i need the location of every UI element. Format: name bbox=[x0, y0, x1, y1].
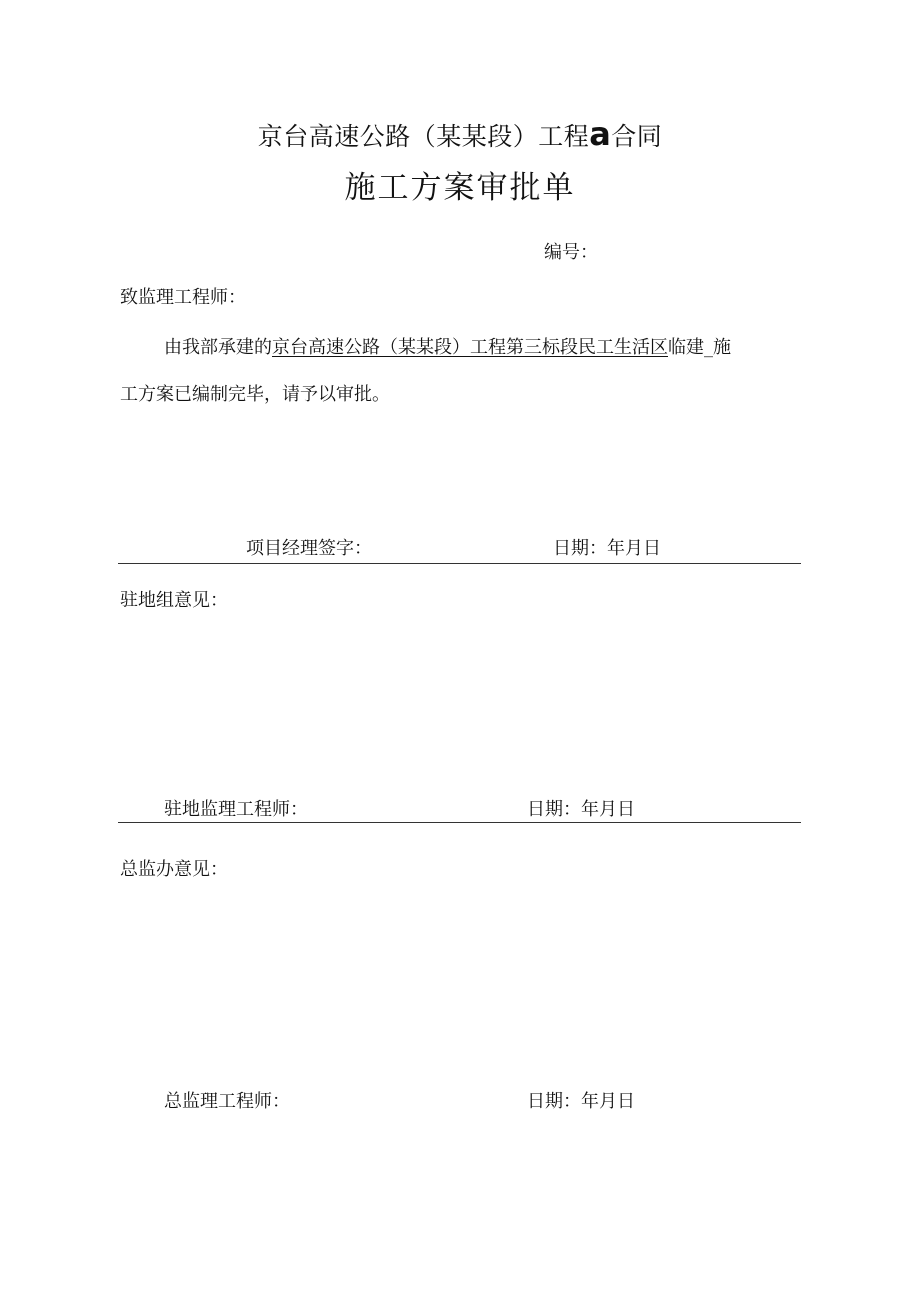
resident-date-label: 日期：年月日 bbox=[527, 799, 635, 820]
document-subtitle: 施工方案审批单 bbox=[344, 170, 576, 206]
project-manager-signature-label: 项目经理签字： bbox=[246, 538, 372, 559]
chief-opinion-label: 总监办意见： bbox=[120, 859, 228, 880]
body-line-1 bbox=[164, 337, 731, 359]
title-letter: a bbox=[589, 115, 612, 153]
contractor-date-label: 日期：年月日 bbox=[553, 538, 661, 559]
body-line-2: 工方案已编制完毕，请予以审批。 bbox=[120, 384, 390, 405]
project-name-underlined: 京台高速公路（某某段）工程第三标段民工生活区 bbox=[272, 337, 668, 358]
body-text-part2: 临建_施 bbox=[668, 337, 731, 358]
chief-date-label: 日期：年月日 bbox=[527, 1091, 635, 1112]
title-suffix: 合同 bbox=[611, 122, 663, 151]
section-divider-2 bbox=[118, 822, 801, 823]
number-label: 编号： bbox=[544, 242, 598, 263]
addressee: 致监理工程师： bbox=[120, 287, 246, 308]
title-prefix: 京台高速公路（某某段）工程 bbox=[257, 122, 590, 151]
chief-engineer-signature-label: 总监理工程师： bbox=[164, 1091, 290, 1112]
resident-engineer-signature-label: 驻地监理工程师： bbox=[164, 799, 308, 820]
section-divider-1 bbox=[118, 563, 801, 564]
body-text-part1: 由我部承建的 bbox=[164, 337, 272, 358]
document-title bbox=[0, 115, 920, 153]
resident-opinion-label: 驻地组意见： bbox=[120, 590, 228, 611]
